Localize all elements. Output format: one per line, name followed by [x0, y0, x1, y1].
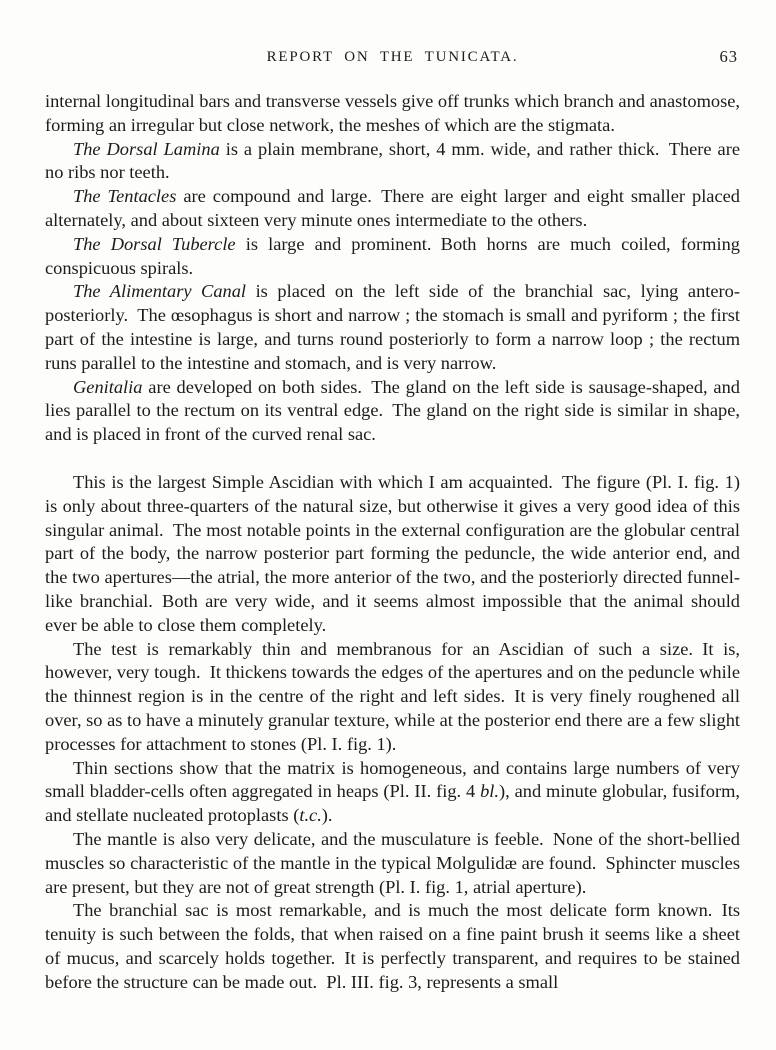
- italic-run: Genitalia: [73, 376, 143, 397]
- text-run: internal longitudinal bars and transverse vessels give off trunks which branch and anastomose, forming an irregular but close network, the meshes of which are the stigmata.: [45, 91, 740, 135]
- text-run: are compound and large. There are eight larger and eight smaller placed alternately, and about sixteen very minute ones intermediate to the others.: [45, 186, 740, 230]
- text-run: are developed on both sides. The gland on the left side is sausage-shaped, and lies parallel to the rectum on its ventral edge. The gland on the right side is similar in shape, and is placed in front of the curved renal sac.: [45, 376, 740, 445]
- italic-run: The Alimentary Canal: [73, 281, 247, 302]
- page-number: 63: [719, 47, 738, 66]
- running-title: REPORT ON THE TUNICATA.: [266, 49, 519, 65]
- text-run: ).: [321, 805, 333, 826]
- page-body: [45, 90, 740, 994]
- paragraph: [45, 899, 740, 994]
- paragraph: [45, 376, 740, 447]
- paragraph: [45, 828, 740, 899]
- paragraph: [45, 138, 740, 186]
- text-run: Thin sections show that the matrix is homogeneous, and contains large numbers of very small bladder-cells often aggregated in heaps (Pl. II. fig. 4: [45, 757, 740, 802]
- paragraph: [45, 280, 740, 375]
- paragraph: [45, 233, 740, 281]
- paragraph: [45, 757, 740, 828]
- page-header: [45, 48, 740, 70]
- paragraph: [45, 638, 740, 757]
- paragraph: [45, 185, 740, 233]
- italic-run: The Dorsal Lamina: [73, 138, 220, 159]
- text-run: ), and minute globular, fusiform, and stellate nucleated protoplasts (: [45, 781, 740, 826]
- italic-run: The Dorsal Tubercle: [73, 233, 236, 254]
- text-run: This is the largest Simple Ascidian with which I am acquainted. The figure (Pl. I. fig. 1) is only about three-quarters of the natural size, but otherwise it gives a very good idea of this singular animal. The most notable points in the external configuration are the globular central part of the body, the narrow posterior part forming the peduncle, the wide anterior end, and the two apertures—the atrial, the more anterior of the two, and the posteriorly directed funnel-like branchial. Both are very wide, and it seems almost impossible that the animal should ever be able to close them completely.: [45, 471, 740, 635]
- text-block: [45, 90, 740, 994]
- italic-run: t.c.: [299, 805, 322, 826]
- italic-run: bl.: [480, 781, 499, 802]
- text-run: The test is remarkably thin and membranous for an Ascidian of such a size. It is, however, very tough. It thickens towards the edges of the apertures and on the peduncle while the thinnest region is in the centre of the right and left sides. It is very finely roughened all over, so as to have a minutely granular texture, while at the posterior end there are a few slight processes for attachment to stones (Pl. I. fig. 1).: [45, 638, 740, 754]
- text-run: is large and prominent. Both horns are much coiled, forming conspicuous spirals.: [45, 233, 740, 278]
- italic-run: The Tentacles: [73, 186, 177, 207]
- text-run: is a plain membrane, short, 4 mm. wide, and rather thick. There are no ribs nor teeth.: [45, 138, 740, 183]
- paragraph: [45, 90, 740, 138]
- text-run: is placed on the left side of the branchial sac, lying antero-posteriorly. The œsophagus is short and narrow ; the stomach is small and pyriform ; the first part of the intestine is large, and turns round posteriorly to form a narrow loop ; the rectum runs parallel to the intestine and stomach, and is very narrow.: [45, 281, 740, 373]
- text-run: The branchial sac is most remarkable, and is much the most delicate form known. Its tenuity is such between the folds, that when raised on a fine paint brush it seems like a sheet of mucus, and scarcely holds together. It is perfectly transparent, and requires to be stained before the structure can be made out. Pl. III. fig. 3, represents a small: [45, 900, 740, 992]
- paragraph: [45, 471, 740, 638]
- text-run: The mantle is also very delicate, and the musculature is feeble. None of the short-bellied muscles so characteristic of the mantle in the typical Molgulidæ are found. Sphincter muscles are present, but they are not of great strength (Pl. I. fig. 1, atrial aperture).: [45, 828, 740, 897]
